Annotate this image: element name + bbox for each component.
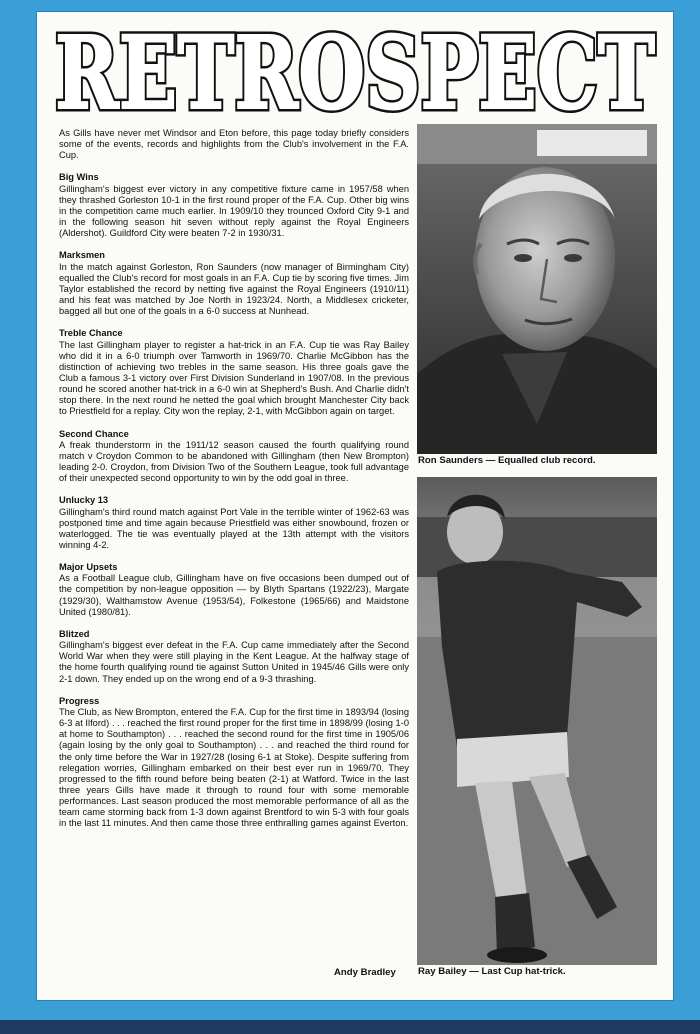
- section-title-unlucky-13: Unlucky 13: [59, 495, 109, 506]
- section-title-big-wins: Big Wins: [59, 172, 99, 183]
- caption-ron-saunders: Ron Saunders — Equalled club record.: [418, 455, 596, 466]
- article-body: [59, 128, 409, 841]
- masthead-logo: [45, 20, 665, 118]
- photo-ron-saunders: [417, 124, 657, 454]
- section-title-marksmen: Marksmen: [59, 250, 105, 261]
- masthead-title-outline: RETROSPECT: [55, 20, 655, 118]
- masthead-title-fill: RETROSPECT: [55, 20, 655, 118]
- section-title-blitzed: Blitzed: [59, 628, 90, 639]
- section-title-progress: Progress: [59, 695, 100, 706]
- intro-paragraph: As Gills have never met Windsor and Eton before, this page today briefly considers some of the events, records and highlights from the Club's involvement in the F.A. Cup.: [59, 128, 409, 161]
- section-title-second-chance: Second Chance: [59, 428, 129, 439]
- masthead: [45, 20, 665, 118]
- section-text-blitzed: Gillingham's biggest ever defeat in the F.A. Cup came immediately after the Second World War when they were still playing in the Kent League. At the halfway stage of the home fourth qualifying round tie against Sutton United in 1945/46 Gills were only 2-1 down. They ended up on the wrong end of a 9-3 thrashing.: [59, 640, 409, 684]
- programme-page: [37, 12, 673, 1000]
- section-title-treble-chance: Treble Chance: [59, 328, 123, 339]
- portrait-image: [417, 124, 657, 454]
- section-text-marksmen: In the match against Gorleston, Ron Saunders (now manager of Birmingham City) equalled the Club's record for most goals in an F.A. Cup tie by scoring five times. Jim Taylor established the record by netting five against the Royal Engineers (1910/11) and his feat was matched by Joe North in 1923/24. North, a Middlesex cricketer, bagged all but one of the goals in a 6-0 success at Nunhead.: [59, 261, 409, 317]
- section-text-unlucky-13: Gillingham's third round match against Port Vale in the terrible winter of 1962-63 was postponed time and time again because Priestfield was either snowbound, frozen or waterlogged. The tie was eventually played at the 13th attempt with the visitors winning 4-2.: [59, 506, 409, 550]
- section-text-big-wins: Gillingham's biggest ever victory in any competitive fixture came in 1957/58 when they thrashed Gorleston 10-1 in the first round proper of the F.A. Cup. Other big wins in the competition came much earlier. In 1909/10 they trounced Oxford City 9-1 and in the following season hit seven without reply against the Royal Engineers (Aldershot). Guildford City were beaten 7-2 in 1930/31.: [59, 183, 409, 239]
- section-text-treble-chance: The last Gillingham player to register a hat-trick in an F.A. Cup tie was Ray Bailey who did it in a 6-0 triumph over Tamworth in 1969/70. Charlie McGibbon has the distinction of achieving two trebles in the same season. His three goals gave the Club a famous 3-1 victory over First Division Sunderland in 1907/08. In the previous round he scored another hat-trick in a 6-0 win at Shepherd's Bush. And Charlie didn't stop there. In the next round he netted the goal which brought Manchester City back to Priestfield for a replay. City won the replay, 2-1, with McGibbon again on target.: [59, 339, 409, 417]
- caption-ray-bailey: Ray Bailey — Last Cup hat-trick.: [418, 966, 566, 977]
- author-byline: Andy Bradley: [334, 967, 396, 978]
- section-text-progress: The Club, as New Brompton, entered the F.A. Cup for the first time in 1893/94 (losing 6-3 at Ilford) . . . reached the first round proper for the first time in 1898/99 (losing 1-0 at home to Southampton) . . . reached the second round for the first time in 1905/06 (again losing by the only goal to Southampton) . . . and reached the third round for the only time before the War in 1927/28 (losing 6-1 at Stoke). Despite suffering from relegation worries, Gillingham embarked on their best ever run in 1969/70. They progressed to the fifth round before being beaten (2-1) at Watford. Twice in the last three years Gills have made it through to round four with some memorable performances. Last season produced the most memorable performance of all as the team came storming back from 1-3 down against Brentford to win 5-3 with four goals in the last 11 minutes. And then came those three enthralling games against Everton.: [59, 706, 409, 829]
- section-text-second-chance: A freak thunderstorm in the 1911/12 season caused the fourth qualifying round match v Croydon Common to be abandoned with Gillingham (then New Brompton) leading 2-0. Croydon, from Division Two of the Southern League, took full advantage of their unexpected second opportunity to win by the odd goal in three.: [59, 439, 409, 484]
- section-title-major-upsets: Major Upsets: [59, 562, 118, 573]
- bottom-strip: [0, 1020, 700, 1034]
- section-text-major-upsets: As a Football League club, Gillingham have on five occasions been dumped out of the competition by non-league opposition — by Blyth Spartans (1922/23), Margate (1929/30), Walthamstow Avenue (1953/54), Folkestone (1965/66) and Maidstone United (1980/81).: [59, 573, 409, 617]
- action-image: [417, 477, 657, 965]
- photo-ray-bailey: [417, 477, 657, 965]
